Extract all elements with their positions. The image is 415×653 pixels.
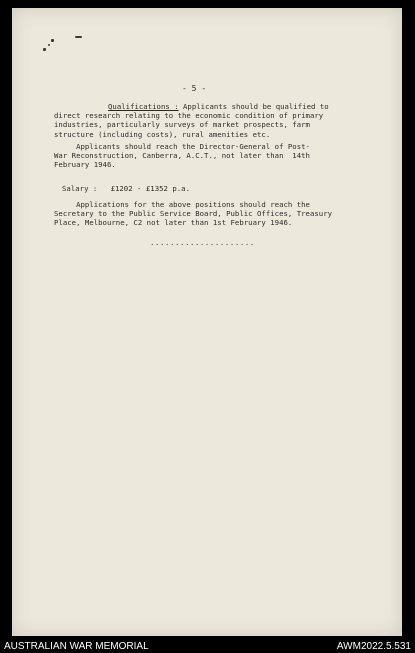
salary-line <box>62 184 190 193</box>
applicants-line: Applicants should reach the Director-General of Post- <box>54 142 310 151</box>
qualifications-line: structure (including costs), rural amenities etc. <box>54 129 271 139</box>
binder-mark <box>51 39 54 42</box>
qualifications-line: industries, particularly surveys of market prospects, farm <box>54 120 310 130</box>
salary-label: Salary : <box>62 184 98 193</box>
applications-paragraph <box>54 200 332 228</box>
applications-line: Applications for the above positions should reach the <box>54 200 310 209</box>
applicants-paragraph <box>54 142 310 170</box>
page-number: - 5 - <box>182 84 207 93</box>
applications-line: Place, Melbourne, C2 not later than 1st February 1946. <box>54 218 293 228</box>
binder-mark <box>48 44 50 46</box>
binder-mark <box>43 48 46 51</box>
qualifications-heading: Qualifications : <box>108 102 179 111</box>
binder-mark <box>75 36 82 38</box>
footer-institution: AUSTRALIAN WAR MEMORIAL <box>4 641 149 652</box>
applicants-line: February 1946. <box>54 160 116 170</box>
footer-reference: AWM2022.5.531 <box>336 641 411 652</box>
qualifications-line: direct research relating to the economic condition of primary <box>54 111 324 121</box>
applicants-line: War Reconstruction, Canberra, A.C.T., not later than 14th <box>54 151 310 161</box>
qualifications-line: Applicants should be qualified to <box>178 102 329 111</box>
separator-dots: ..................... <box>150 238 255 247</box>
salary-value: £1202 - £1352 p.a. <box>110 184 190 193</box>
qualifications-paragraph <box>54 102 329 139</box>
applications-line: Secretary to the Public Service Board, Public Offices, Treasury <box>54 209 333 219</box>
